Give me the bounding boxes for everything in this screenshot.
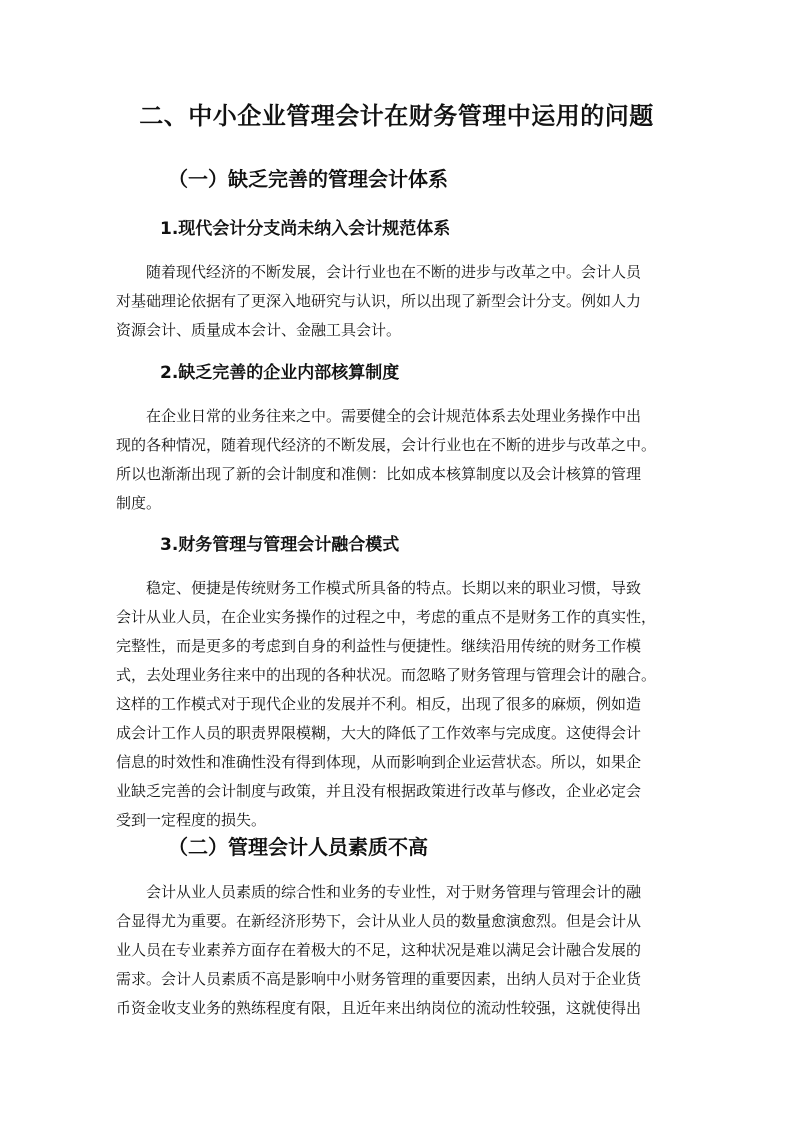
paragraph-line: 会计从业人员素质的综合性和业务的专业性，对于财务管理与管理会计的融: [116, 883, 642, 901]
paragraph-line: 需求。会计人员素质不高是影响中小财务管理的重要因素，出纳人员对于企业货: [116, 970, 642, 988]
paragraph-4: [116, 878, 682, 1023]
subsection-heading-1: 1.现代会计分支尚未纳入会计规范体系: [160, 219, 451, 239]
section-heading-2: （二）管理会计人员素质不高: [168, 835, 428, 859]
paragraph-line: 成会计工作人员的职责界限模糊，大大的降低了工作效率与完成度。这使得会计: [116, 724, 642, 742]
paragraph-2: [116, 402, 682, 518]
paragraph-line: 所以也渐渐出现了新的会计制度和准侧：比如成本核算制度以及会计核算的管理: [116, 465, 642, 483]
paragraph-line: 随着现代经济的不断发展，会计行业也在不断的进步与改革之中。会计人员: [116, 263, 642, 281]
section-heading-1: （一）缺乏完善的管理会计体系: [168, 167, 448, 191]
paragraph-line: 业缺乏完善的会计制度与政策，并且没有根据政策进行改革与修改，企业必定会: [116, 782, 642, 800]
paragraph-line: 稳定、便捷是传统财务工作模式所具备的特点。长期以来的职业习惯，导致: [116, 579, 642, 597]
paragraph-line: 合显得尤为重要。在新经济形势下，会计从业人员的数量愈演愈烈。但是会计从: [116, 912, 642, 930]
paragraph-line: 现的各种情况，随着现代经济的不断发展，会计行业也在不断的进步与改革之中。: [116, 436, 657, 454]
subsection-heading-3: 3.财务管理与管理会计融合模式: [160, 535, 400, 555]
paragraph-line: 在企业日常的业务往来之中。需要健全的会计规范体系去处理业务操作中出: [116, 407, 642, 425]
paragraph-line: 制度。: [116, 494, 162, 512]
paragraph-1: [116, 258, 682, 345]
paragraph-line: 资源会计、质量成本会计、金融工具会计。: [116, 321, 402, 339]
paragraph-line: 币资金收支业务的熟练程度有限，且近年来出纳岗位的流动性较强，这就使得出: [116, 999, 642, 1017]
paragraph-line: 完整性，而是更多的考虑到自身的利益性与便捷性。继续沿用传统的财务工作模: [116, 637, 642, 655]
paragraph-line: 业人员在专业素养方面存在着极大的不足，这种状况是难以满足会计融合发展的: [116, 941, 642, 959]
paragraph-line: 这样的工作模式对于现代企业的发展并不利。相反，出现了很多的麻烦，例如造: [116, 695, 642, 713]
paragraph-line: 式，去处理业务往来中的出现的各种状况。而忽略了财务管理与管理会计的融合。: [116, 666, 657, 684]
paragraph-line: 对基础理论依据有了更深入地研究与认识，所以出现了新型会计分支。例如人力: [116, 292, 642, 310]
main-heading: 二、中小企业管理会计在财务管理中运用的问题: [139, 102, 654, 130]
paragraph-line: 会计从业人员，在企业实务操作的过程之中，考虑的重点不是财务工作的真实性，: [116, 608, 657, 626]
paragraph-line: 信息的时效性和准确性没有得到体现，从而影响到企业运营状态。所以，如果企: [116, 753, 642, 771]
paragraph-line: 受到一定程度的损失。: [116, 811, 267, 829]
subsection-heading-2: 2.缺乏完善的企业内部核算制度: [160, 363, 400, 383]
paragraph-3: [116, 574, 682, 835]
